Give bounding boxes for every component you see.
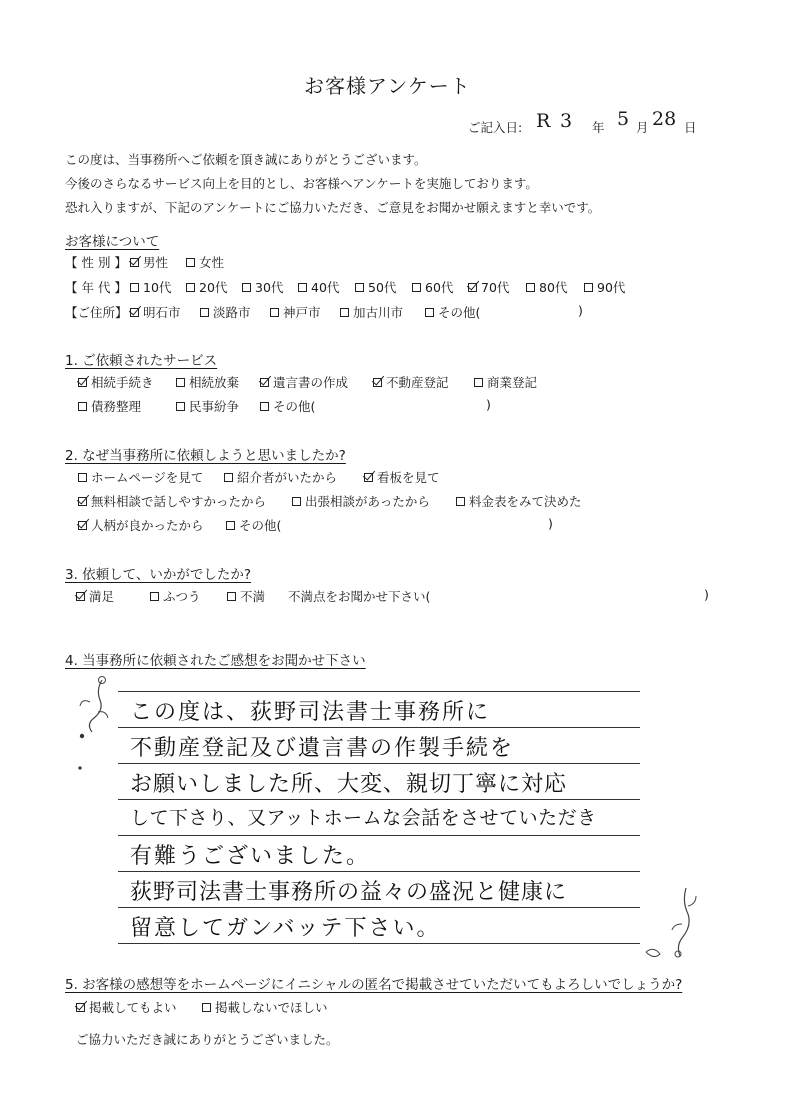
ruled-line: [118, 799, 640, 800]
checkbox[interactable]: [340, 308, 349, 317]
option-label: 看板を見て: [377, 470, 440, 485]
checkbox[interactable]: [76, 592, 85, 601]
checkbox[interactable]: [298, 283, 307, 292]
option-label: 明石市: [143, 305, 181, 320]
gender-option-female[interactable]: [186, 253, 224, 271]
checkbox[interactable]: [373, 378, 382, 387]
option-label: 淡路市: [213, 305, 251, 320]
gender-option-male[interactable]: [130, 253, 168, 271]
address-option-awaji[interactable]: [200, 303, 251, 321]
q2-option-free-consult[interactable]: [78, 492, 266, 510]
checkbox[interactable]: [227, 592, 236, 601]
option-label: 満足: [89, 589, 115, 604]
q3-option-dissatisfied[interactable]: [227, 587, 265, 605]
comment-line-2: 不動産登記及び遺言書の作製手続を: [130, 736, 515, 761]
option-label: 50代: [368, 280, 397, 295]
age-label: 【 年 代 】: [65, 280, 127, 295]
checkbox[interactable]: [200, 308, 209, 317]
option-label: 80代: [539, 280, 568, 295]
date-label: ご記入日:: [468, 120, 523, 135]
q2-option-personality[interactable]: [78, 516, 204, 534]
age-option-80s[interactable]: [526, 278, 567, 296]
q1-heading: 1. ご依頼されたサービス: [65, 353, 218, 369]
checkbox[interactable]: [456, 497, 465, 506]
address-option-kobe[interactable]: [270, 303, 321, 321]
q2-other-close-paren: ): [548, 516, 553, 531]
option-label: 90代: [597, 280, 626, 295]
option-label: 不満: [240, 589, 266, 604]
checkbox[interactable]: [78, 402, 87, 411]
checkbox[interactable]: [130, 258, 139, 267]
age-option-30s[interactable]: [242, 278, 283, 296]
q2-option-signboard[interactable]: [364, 468, 440, 486]
address-option-kakogawa[interactable]: [340, 303, 403, 321]
option-label: 商業登記: [487, 375, 538, 390]
gender-label: 【 性 別 】: [65, 255, 127, 270]
option-label: 出張相談があったから: [305, 494, 430, 509]
ruled-line: [118, 943, 640, 944]
q1-option-commercial[interactable]: [474, 373, 537, 391]
option-label: ホームページを見て: [91, 470, 204, 485]
floral-decoration-icon: [72, 672, 120, 782]
option-label: 相続放棄: [189, 375, 240, 390]
comment-line-3: お願いしました所、大変、親切丁寧に対応: [130, 772, 568, 797]
q5-option-allow[interactable]: [76, 998, 177, 1016]
comment-line-6: 荻野司法書士事務所の益々の盛況と健康に: [130, 880, 568, 905]
floral-decoration-icon: [636, 884, 700, 966]
option-label: 30代: [255, 280, 284, 295]
comment-line-4: して下さり、又アットホームな会話をさせていただき: [130, 807, 597, 829]
option-label: 料金表をみて決めた: [469, 494, 582, 509]
ruled-line: [118, 727, 640, 728]
option-label: 不動産登記: [386, 375, 449, 390]
checkbox[interactable]: [150, 592, 159, 601]
checkbox[interactable]: [224, 473, 233, 482]
address-label: 【ご住所】: [65, 305, 128, 320]
option-label: その他(: [239, 518, 282, 533]
option-label: 人柄が良かったから: [91, 518, 204, 533]
intro-line-2: 今後のさらなるサービス向上を目的とし、お客様へアンケートを実施しております。: [65, 176, 538, 191]
age-option-90s[interactable]: [584, 278, 625, 296]
checkbox[interactable]: [474, 378, 483, 387]
date-day: 28: [652, 108, 677, 130]
checkbox[interactable]: [78, 473, 87, 482]
comment-line-5: 有難うございました。: [130, 844, 371, 869]
checkbox[interactable]: [292, 497, 301, 506]
address-option-akashi[interactable]: [130, 303, 181, 321]
checkbox[interactable]: [202, 1003, 211, 1012]
date-year: 3: [560, 110, 573, 132]
option-label: ふつう: [163, 589, 201, 604]
q3-complaint-close-paren: ): [704, 587, 709, 602]
q1-option-debt[interactable]: [78, 397, 141, 415]
q1-other-close-paren: ): [486, 397, 491, 412]
age-option-50s[interactable]: [355, 278, 396, 296]
address-option-other[interactable]: [425, 303, 480, 321]
q1-option-will[interactable]: [260, 373, 348, 391]
intro-line-3: 恐れ入りますが、下記のアンケートにご協力いただき、ご意見をお聞かせ願えますと幸いです。: [65, 200, 601, 215]
q2-option-homepage[interactable]: [78, 468, 203, 486]
q1-option-other[interactable]: [260, 397, 315, 415]
option-label: 神戸市: [283, 305, 321, 320]
checkbox[interactable]: [130, 283, 139, 292]
checkbox[interactable]: [260, 402, 269, 411]
q5-heading: 5. お客様の感想等をホームページにイニシャルの匿名で掲載させていただいてもよろしいでしょうか?: [65, 977, 683, 993]
ruled-line: [118, 907, 640, 908]
comment-line-1: この度は、荻野司法書士事務所に: [130, 700, 491, 725]
date-year-unit: 年: [592, 120, 605, 135]
age-option-70s[interactable]: [468, 278, 509, 296]
q1-option-civil[interactable]: [176, 397, 239, 415]
comment-line-7: 留意してガンバッテ下さい。: [130, 916, 441, 941]
checkbox[interactable]: [186, 258, 195, 267]
date-era: R: [536, 110, 551, 132]
q5-option-deny[interactable]: [202, 998, 328, 1016]
option-label: その他(: [438, 305, 481, 320]
checkbox[interactable]: [270, 308, 279, 317]
checkbox[interactable]: [526, 283, 535, 292]
intro-line-1: この度は、当事務所へご依頼を頂き誠にありがとうございます。: [65, 152, 427, 167]
option-label: 女性: [199, 255, 225, 270]
q2-heading: 2. なぜ当事務所に依頼しようと思いましたか?: [65, 448, 346, 464]
date-month: 5: [617, 108, 630, 130]
checkbox[interactable]: [242, 283, 251, 292]
q3-option-average[interactable]: [150, 587, 201, 605]
q2-option-price-list[interactable]: [456, 492, 582, 510]
q1-option-real-estate[interactable]: [373, 373, 449, 391]
q1-option-renunciation[interactable]: [176, 373, 239, 391]
option-label: 民事紛争: [189, 399, 240, 414]
option-label: 10代: [143, 280, 172, 295]
checkbox[interactable]: [78, 521, 87, 530]
option-label: 債務整理: [91, 399, 142, 414]
option-label: 40代: [311, 280, 340, 295]
option-label: 紹介者がいたから: [237, 470, 338, 485]
checkbox[interactable]: [76, 1003, 85, 1012]
checkbox[interactable]: [364, 473, 373, 482]
option-label: 加古川市: [353, 305, 404, 320]
thanks-message: ご協力いただき誠にありがとうございました。: [76, 1032, 339, 1047]
q1-option-inheritance[interactable]: [78, 373, 154, 391]
option-label: 掲載しないでほしい: [215, 1000, 328, 1015]
checkbox[interactable]: [468, 283, 477, 292]
option-label: 相続手続き: [91, 375, 154, 390]
q2-option-other[interactable]: [226, 516, 281, 534]
checkbox[interactable]: [176, 378, 185, 387]
customer-heading: お客様について: [65, 234, 160, 250]
checkbox[interactable]: [260, 378, 269, 387]
q2-option-referral[interactable]: [224, 468, 337, 486]
checkbox[interactable]: [355, 283, 364, 292]
checkbox[interactable]: [412, 283, 421, 292]
option-label: 60代: [425, 280, 454, 295]
checkbox[interactable]: [584, 283, 593, 292]
checkbox[interactable]: [78, 378, 87, 387]
checkbox[interactable]: [186, 283, 195, 292]
ruled-line: [118, 691, 640, 692]
ruled-line: [118, 871, 640, 872]
option-label: 掲載してもよい: [89, 1000, 177, 1015]
page-title: お客様アンケート: [304, 74, 471, 98]
checkbox[interactable]: [130, 308, 139, 317]
date-month-unit: 月: [636, 120, 649, 135]
q2-option-visit-consult[interactable]: [292, 492, 430, 510]
age-option-20s[interactable]: [186, 278, 227, 296]
age-option-60s[interactable]: [412, 278, 453, 296]
ruled-line: [118, 835, 640, 836]
option-label: その他(: [273, 399, 316, 414]
option-label: 遺言書の作成: [273, 375, 349, 390]
q3-heading: 3. 依頼して、いかがでしたか?: [65, 567, 252, 583]
option-label: 無料相談で話しやすかったから: [91, 494, 267, 509]
ruled-line: [118, 763, 640, 764]
option-label: 20代: [199, 280, 228, 295]
checkbox[interactable]: [176, 402, 185, 411]
checkbox[interactable]: [226, 521, 235, 530]
date-day-unit: 日: [684, 120, 697, 135]
option-label: 男性: [143, 255, 169, 270]
option-label: 70代: [481, 280, 510, 295]
age-option-10s[interactable]: [130, 278, 171, 296]
q4-heading: 4. 当事務所に依頼されたご感想をお聞かせ下さい: [65, 653, 366, 669]
address-other-close-paren: ): [578, 303, 583, 318]
q3-option-satisfied[interactable]: [76, 587, 114, 605]
age-option-40s[interactable]: [298, 278, 339, 296]
checkbox[interactable]: [425, 308, 434, 317]
q3-complaint-label: 不満点をお聞かせ下さい(: [288, 589, 431, 604]
checkbox[interactable]: [78, 497, 87, 506]
